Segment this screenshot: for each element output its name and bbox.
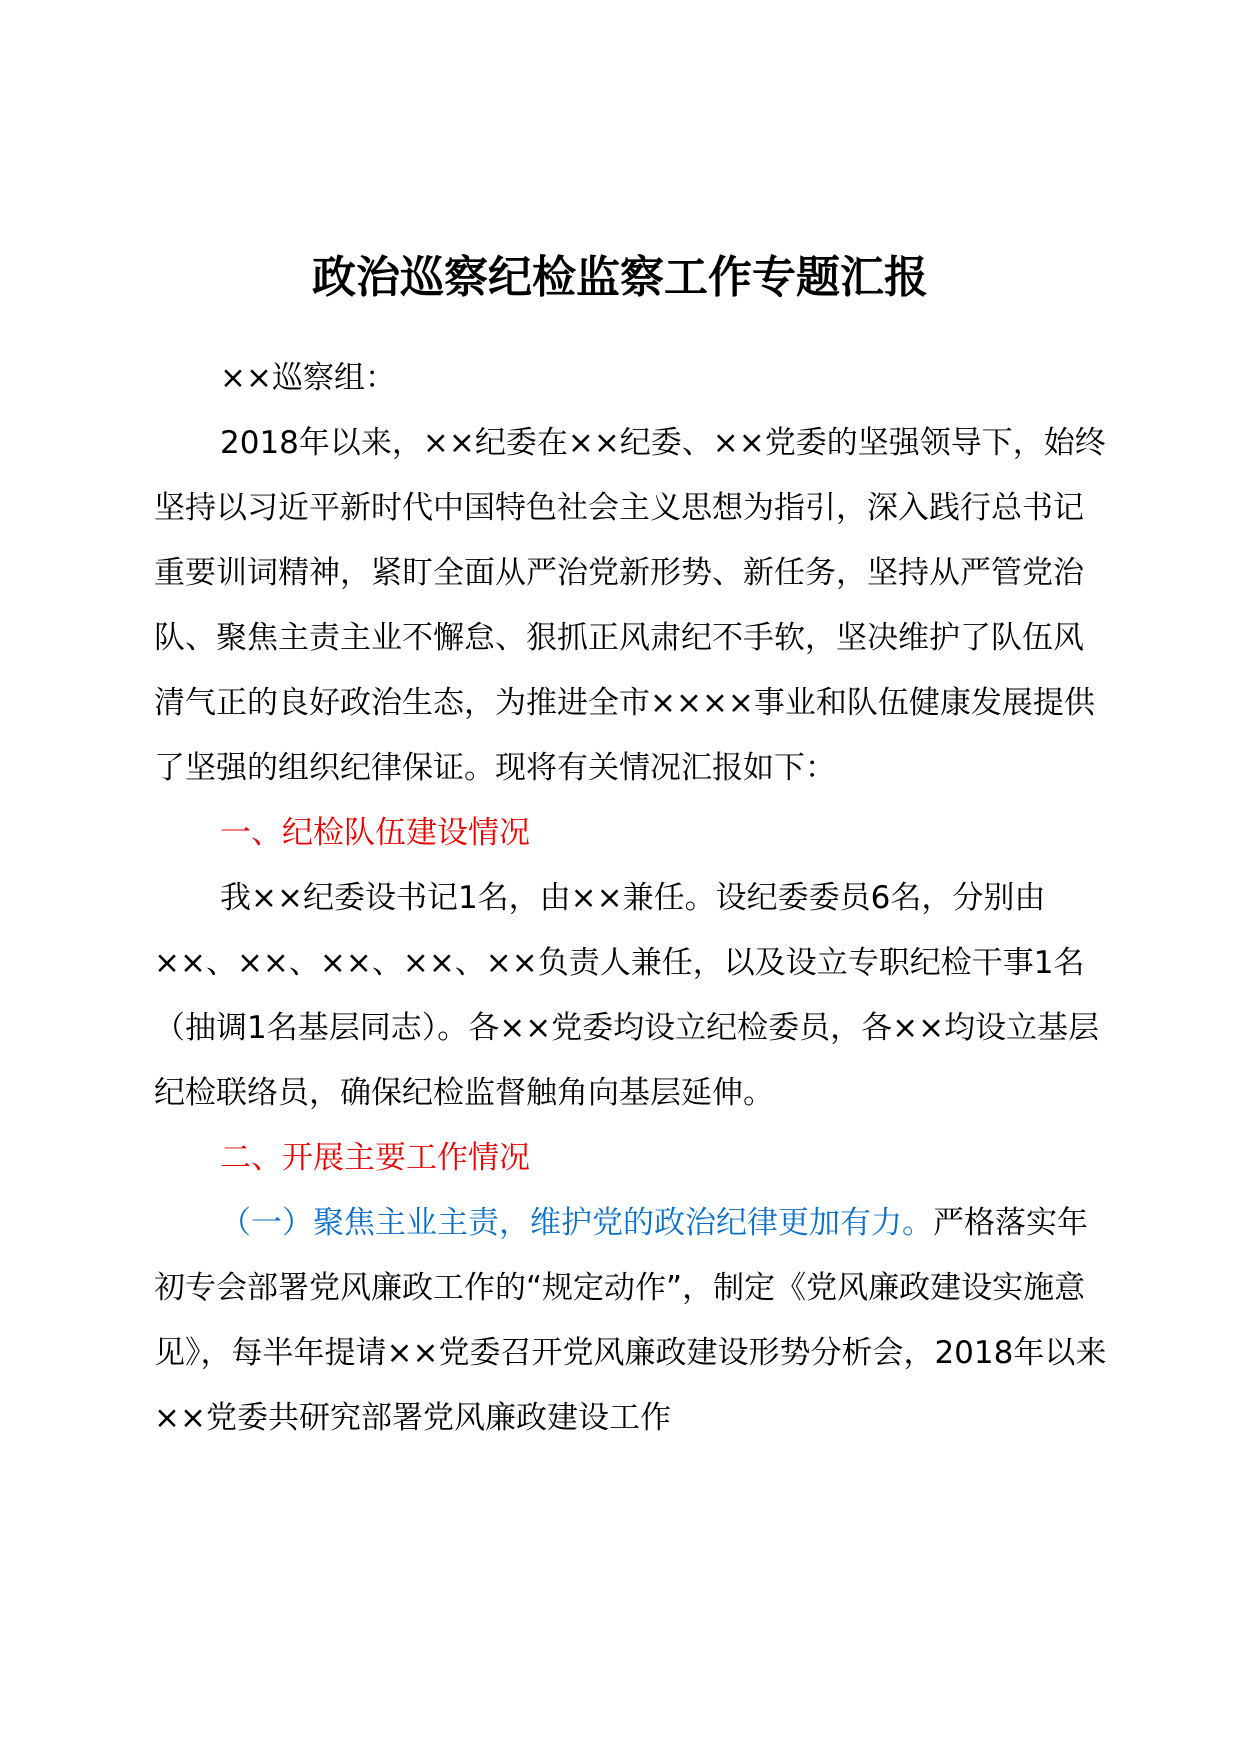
section-1-paragraph: 我××纪委设书记1名，由××兼任。设纪委委员6名，分别由××、××、××、××、××负责人兼任，以及设立专职纪检干事1名（抽调1名基层同志）。各××党委均设立纪检委员，各××均设立基层纪检联络员，确保纪检监督触角向基层延伸。 — [154, 880, 1100, 1111]
document-title: 政治巡察纪检监察工作专题汇报 — [312, 252, 928, 303]
intro-paragraph: 2018年以来，××纪委在××纪委、××党委的坚强领导下，始终坚持以习近平新时代中国特色社会主义思想为指引，深入践行总书记重要训词精神，紧盯全面从严治党新形势、新任务，坚持从严管党治队、聚焦主责主业不懈怠、狠抓正风肃纪不手软，坚决维护了队伍风清气正的良好政治生态，为推进全市××××事业和队伍健康发展提供了坚强的组织纪律保证。现将有关情况汇报如下： — [154, 425, 1106, 786]
subsection-heading-1: （一）聚焦主业主责，维护党的政治纪律更加有力。 — [220, 1205, 933, 1241]
salutation: ××巡察组： — [220, 360, 396, 396]
section-heading-1: 一、纪检队伍建设情况 — [220, 815, 530, 851]
section-heading-2: 二、开展主要工作情况 — [220, 1140, 530, 1176]
subsection-1-paragraph — [154, 1191, 1114, 1451]
subsection-1-body: 严格落实年初专会部署党风廉政工作的“规定动作”，制定《党风廉政建设实施意见》，每半年提请××党委召开党风廉政建设形势分析会，2018年以来××党委共研究部署党风廉政建设工作 — [154, 1205, 1107, 1436]
document-body — [154, 346, 1114, 1451]
